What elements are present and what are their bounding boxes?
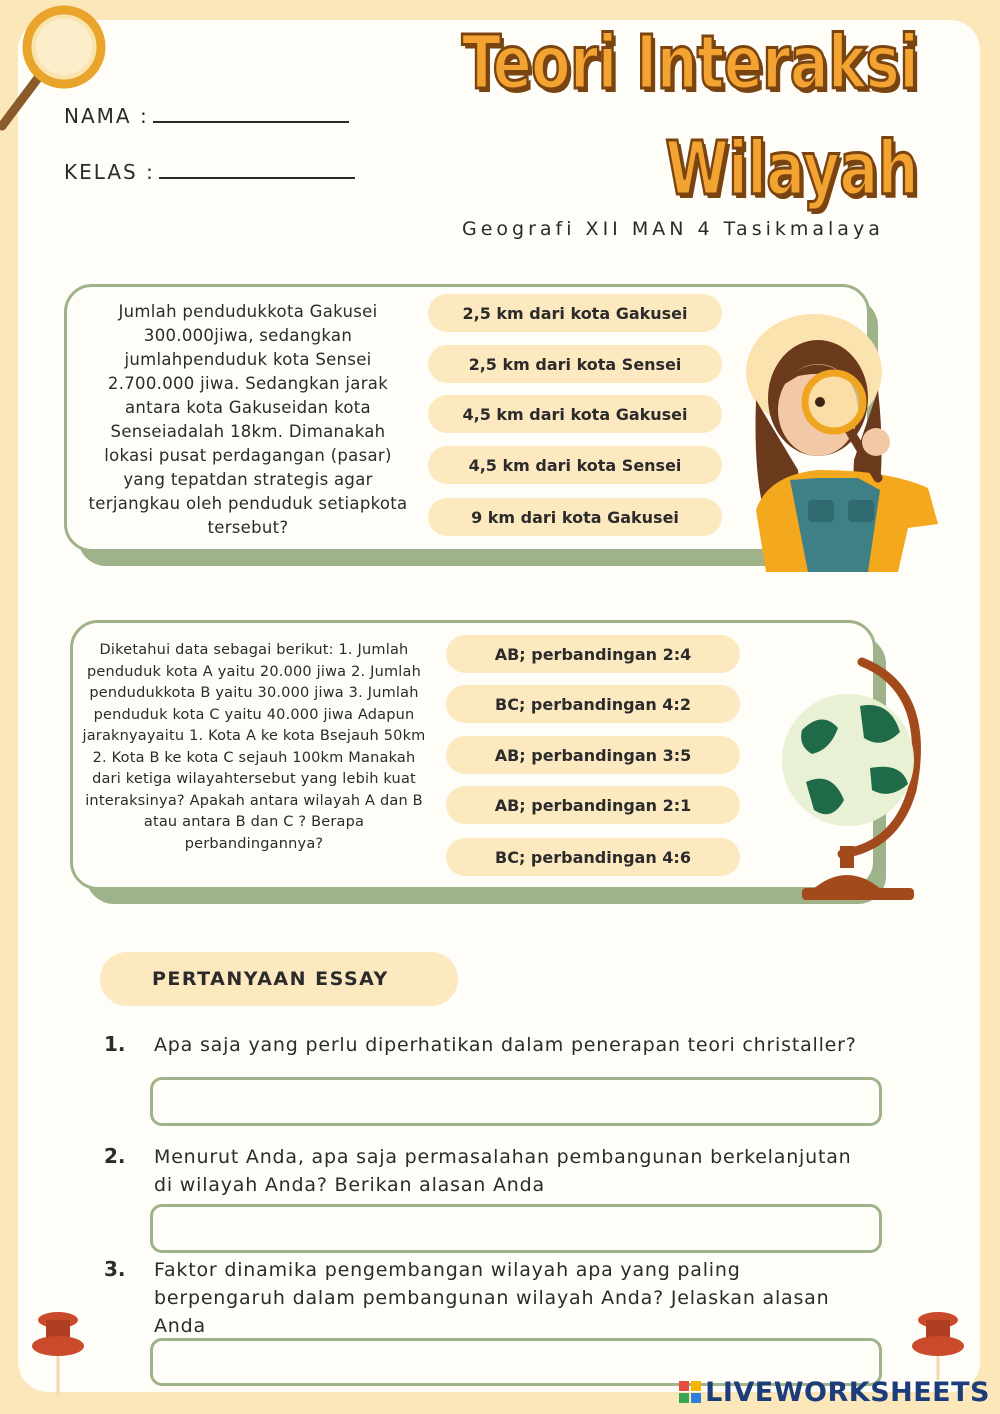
essay-3-question: Faktor dinamika pengembangan wilayah apa yang paling berpengaruh dalam pembangunan wilayah Anda? Jelaskan alasan Anda bbox=[154, 1259, 830, 1337]
class-line[interactable] bbox=[159, 161, 355, 179]
subtitle: Geografi XII MAN 4 Tasikmalaya bbox=[462, 218, 884, 240]
globe-illustration bbox=[772, 650, 922, 906]
essay-2-answer-input[interactable] bbox=[150, 1204, 882, 1253]
essay-1-question: Apa saja yang perlu diperhatikan dalam penerapan teori christaller? bbox=[154, 1034, 857, 1056]
question-2-option-2[interactable]: BC; perbandingan 4:2 bbox=[446, 685, 740, 723]
essay-1-number: 1. bbox=[104, 1032, 126, 1056]
question-2-option-5[interactable]: BC; perbandingan 4:6 bbox=[446, 838, 740, 876]
question-1-option-3[interactable]: 4,5 km dari kota Gakusei bbox=[428, 395, 722, 433]
girl-magnifier-illustration bbox=[738, 310, 948, 572]
essay-2-number: 2. bbox=[104, 1144, 126, 1168]
question-1-option-2[interactable]: 2,5 km dari kota Sensei bbox=[428, 345, 722, 383]
essay-heading: PERTANYAAN ESSAY bbox=[100, 952, 458, 1006]
essay-1-answer-input[interactable] bbox=[150, 1077, 882, 1126]
name-field bbox=[64, 104, 349, 128]
question-1-option-1[interactable]: 2,5 km dari kota Gakusei bbox=[428, 294, 722, 332]
question-2-option-4[interactable]: AB; perbandingan 2:1 bbox=[446, 786, 740, 824]
question-1-option-4[interactable]: 4,5 km dari kota Sensei bbox=[428, 446, 722, 484]
question-2-option-1[interactable]: AB; perbandingan 2:4 bbox=[446, 635, 740, 673]
class-label: KELAS : bbox=[64, 160, 155, 184]
essay-2-question: Menurut Anda, apa saja permasalahan pembangunan berkelanjutan di wilayah Anda? Berikan alasan Anda bbox=[154, 1146, 852, 1196]
class-field bbox=[64, 160, 355, 184]
liveworksheets-logo-icon bbox=[679, 1381, 701, 1405]
pushpin-left-icon bbox=[30, 1310, 86, 1400]
liveworksheets-brand bbox=[679, 1377, 990, 1408]
name-line[interactable] bbox=[153, 105, 349, 123]
question-1-text: Jumlah pendudukkota Gakusei 300.000jiwa, sedangkan jumlahpenduduk kota Sensei 2.700.000 jiwa. Sedangkan jarak antara kota Gakuseidan kota Senseiadalah 18km. Dimanakah lokasi pusat perdagangan (pasar) yang tepatdan strategis agar terjangkau oleh penduduk setiapkota tersebut? bbox=[88, 302, 408, 537]
name-label: NAMA : bbox=[64, 104, 149, 128]
essay-3-number: 3. bbox=[104, 1257, 126, 1281]
title-line-2: Wilayah bbox=[665, 126, 918, 212]
question-1-option-5[interactable]: 9 km dari kota Gakusei bbox=[428, 498, 722, 536]
question-2-option-3[interactable]: AB; perbandingan 3:5 bbox=[446, 736, 740, 774]
question-2-text: Diketahui data sebagai berikut: 1. Jumlah penduduk kota A yaitu 20.000 jiwa 2. Jumlah pendudukkota B yaitu 30.000 jiwa 3. Jumlah penduduk kota C yaitu 40.000 jiwa Adapun jaraknyayaitu 1. Kota A ke kota Bsejauh 50km 2. Kota B ke kota C sejauh 100km Manakah dari ketiga wilayahtersebut yang lebih kuat interaksinya? Apakah antara wilayah A dan B atau antara B dan C ? Berapa perbandingannya? bbox=[82, 642, 426, 852]
title-line-1: Teori Interaksi bbox=[461, 20, 918, 106]
liveworksheets-text: LIVEWORKSHEETS bbox=[705, 1377, 990, 1408]
